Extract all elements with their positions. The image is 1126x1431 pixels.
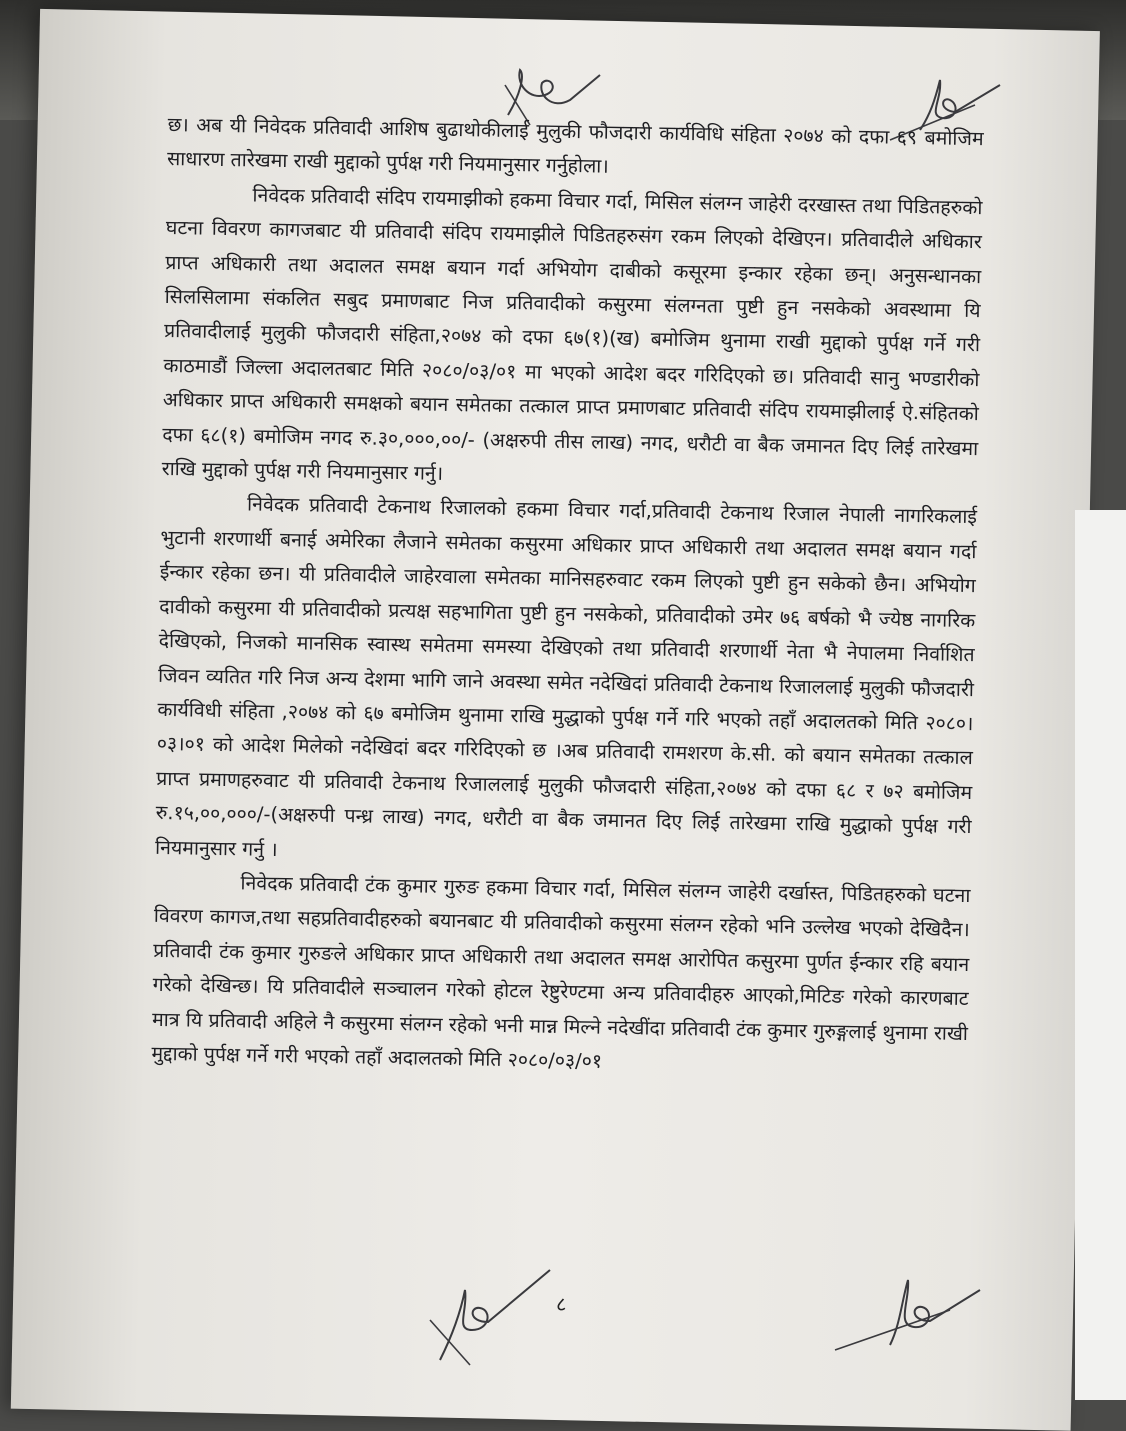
underlying-sheet [1075,510,1126,1400]
signature-mark-bottom-right [830,1255,990,1365]
signature-mark-bottom-center [410,1260,560,1370]
document-body [151,108,984,1085]
page-number: ८ [556,1292,567,1316]
paragraph-sandip-rayamajhi: निवेदक प्रतिवादी संदिप रायमाझीको हकमा विचार गर्दा, मिसिल संलग्न जाहेरी दरखास्त तथा पिडितहरुको घटना विवरण कागजबाट यी प्रतिवादी संदिप रायमाझीले पिडितहरुसंग रकम लिएको देखिएन। प्रतिवादीले अधिकार प्राप्त अधिकारी तथा अदालत समक्ष बयान गर्दा अभियोग दाबीको कसूरमा इन्कार रहेका छन्। अनुसन्धानका सिलसिलामा संकलित सबुद प्रमाणबाट निज प्रतिवादीको कसुरमा संलग्नता पुष्टी हुन नसकेको अवस्थामा यि प्रतिवादीलाई मुलुकी फौजदारी संहिता,२०७४ को दफा ६७(१)(ख) बमोजिम थुनामा राखी मुद्दाको पुर्पक्ष गर्ने गरी काठमाडौं जिल्ला अदालतबाट मिति २०८०/०३/०१ मा भएको आदेश बदर गरिदिएको छ। प्रतिवादी सानु भण्डारीको अधिकार प्राप्त अधिकारी समक्षको बयान समेतका तत्काल प्राप्त प्रमाणबाट प्रतिवादी संदिप रायमाझीलाई ऐ.संहितको दफा ६८(१) बमोजिम नगद रु.३०,०००,००/- (अक्षरुपी तीस लाख) नगद, धरौटी वा बैक जमानत दिए लिई तारेखमा राखि मुद्दाको पुर्पक्ष गरी नियमानुसार गर्नु। [161,183,983,485]
paragraph-ashish-budhathoki: छ। अब यी निवेदक प्रतिवादी आशिष बुढाथोकीलाई मुलुकी फौजदारी कार्यविधि संहिता २०७४ को दफा ६९ बमोजिम साधारण तारेखमा राखी मुद्दाको पुर्पक्ष गरी नियमानुसार गर्नुहोला। [166,112,984,179]
paragraph-tank-kumar-gurung: निवेदक प्रतिवादी टंक कुमार गुरुङ हकमा विचार गर्दा, मिसिल संलग्न जाहेरी दर्खास्त, पिडितहरुको घटना विवरण कागज,तथा सहप्रतिवादीहरुको बयानबाट यी प्रतिवादीको कसुरमा संलग्न रहेको भनि उल्लेख भएको देखिदैन। प्रतिवादी टंक कुमार गुरुङले अधिकार प्राप्त अधिकारी तथा अदालत समक्ष आरोपित कसुरमा पुर्णत ईन्कार रहि बयान गरेको देखिन्छ। यि प्रतिवादीले सञ्चालन गरेको होटल रेष्टुरेण्टमा अन्य प्रतिवादीहरु आएको,मिटिङ गरेको कारणबाट मात्र यि प्रतिवादी अहिले नै कसुरमा संलग्न रहेको भनी मान्न मिल्ने नदेखींदा प्रतिवादी टंक कुमार गुरुङ्गलाई थुनामा राखी मुद्दाको पुर्पक्ष गर्ने गरी भएको तहाँ अदालतको मिति २०८०/०३/०१ [151,871,971,1073]
paragraph-teknath-rijal: निवेदक प्रतिवादी टेकनाथ रिजालको हकमा विचार गर्दा,प्रतिवादी टेकनाथ रिजाल नेपाली नागरिकलाई भुटानी शरणार्थी बनाई अमेरिका लैजाने समेतका कसुरमा अधिकार प्राप्त अधिकारी तथा अदालत समक्ष बयान गर्दा ईन्कार रहेका छन। यी प्रतिवादीले जाहेरवाला समेतका मानिसहरुवाट रकम लिएको पुष्टी हुन सकेको छैन। अभियोग दावीको कसुरमा यी प्रतिवादीको प्रत्यक्ष सहभागिता पुष्टी हुन नसकेको, प्रतिवादीको उमेर ७६ बर्षको भै ज्येष्ठ नागरिक देखिएको, निजको मानसिक स्वास्थ समेतमा समस्या देखिएको तथा प्रतिवादी शरणार्थी नेता भै नेपालमा निर्वाशित जिवन व्यतित गरि निज अन्य देशमा भागि जाने अवस्था समेत नदेखिदां प्रतिवादी टेकनाथ रिजाललाई मुलुकी फौजदारी कार्यविधी संहिता ,२०७४ को ६७ बमोजिम थुनामा राखि मुद्धाको पुर्पक्ष गर्ने गरि भएको तहाँ अदालतको मिति २०८०।०३।०१ को आदेश मिलेको नदेखिदां बदर गरिदिएको छ ।अब प्रतिवादी रामशरण के.सी. को बयान समेतका तत्काल प्राप्त प्रमाणहरुवाट यी प्रतिवादी टेकनाथ रिजाललाई मुलुकी फौजदारी संहिता,२०७४ को दफा ६८ र ७२ बमोजिम रु.१५,००,०००/-(अक्षरुपी पन्ध्र लाख) नगद, धरौटी वा बैक जमानत दिए लिई तारेखमा राखि मुद्धाको पुर्पक्ष गरी नियमानुसार गर्नु । [154,492,978,861]
